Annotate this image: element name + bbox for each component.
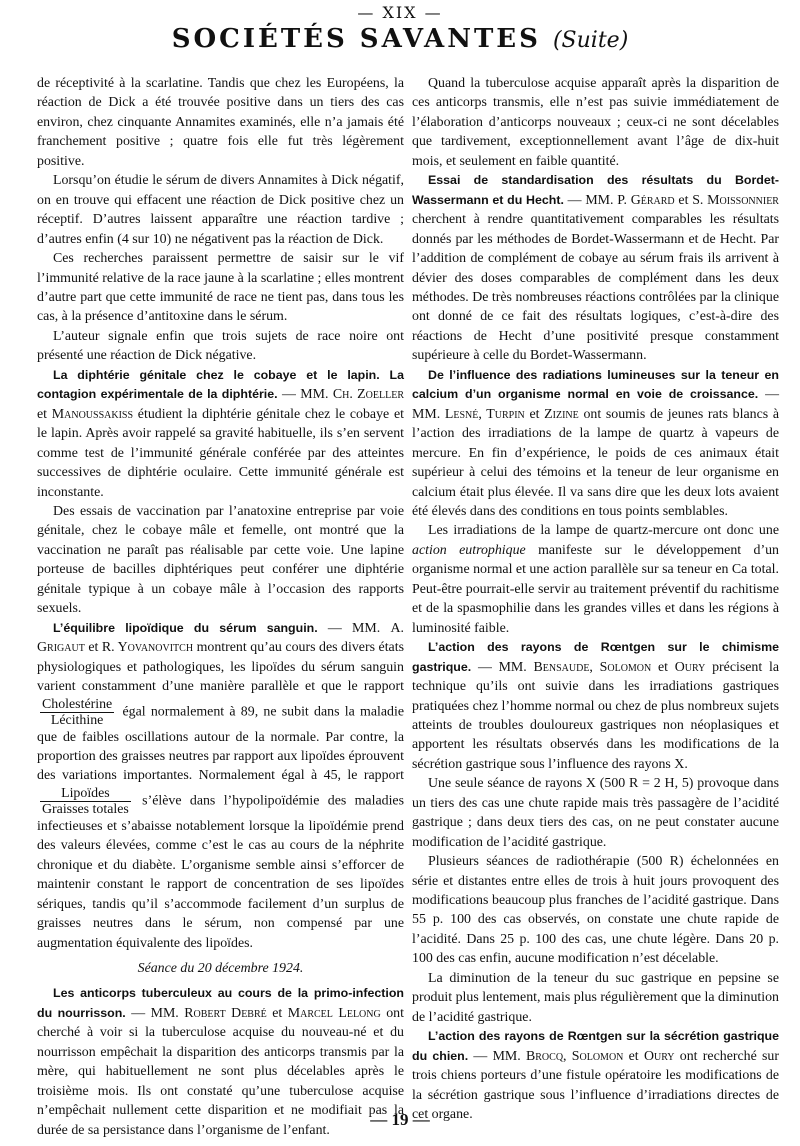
author-names: P. Gérard [617, 192, 675, 208]
author-names: Oury [643, 1048, 675, 1064]
author-names: R. Yovanovitch [101, 640, 194, 656]
paragraph: Des essais de vaccination par l’anatoxine entreprise par voie génitale, chez le cobaye mâle et femelle, ont montré que la vaccination ne paraît pas réalisable par cette voie. Une lapine porteuse de bacilles diphtériques peut conférer une diphtérie génitale typique à un cobaye mâle à l’occasion des rapports sexuels. [37, 503, 404, 617]
author-names: Bensaude, Solomon [533, 659, 652, 675]
article-paragraph: L’action des rayons de Rœntgen sur la sécrétion gastrique du chien. — MM. Brocq, Solomon et Oury ont recherché sur trois chiens porteurs d’une fistule opératoire les modifications de la sécrétion gastrique sous l’influence d’irradiations directes de cet organe. [412, 1029, 779, 1123]
fraction-denominator: Graisses totales [42, 801, 129, 817]
article-paragraph: Les anticorps tuberculeux au cours de la primo-infection du nourrisson. — MM. Robert Debré et Marcel Lelong ont cherché à voir si la tuberculose acquise du nouveau-né et du nourrisson empêchait la disparition des anticorps transmis par la mère, qui habituellement ne sont plus décelables après le troisième mois. Ils ont constaté qu’une tuberculose acquise n’empêchait nullement cette disparition et ne modifiait pas la durée de sa persistance dans l’organisme de l’enfant. [37, 986, 404, 1138]
paragraph: Une seule séance de rayons X (500 R = 2 H, 5) provoque dans un tiers des cas une chute rapide mais très passagère de l’acidité gastrique ; dans deux tiers des cas, on ne peut constater aucune modification de l’acidité gastrique. [412, 776, 779, 850]
session-date: Séance du 20 décembre 1924. [137, 961, 304, 977]
paragraph: Les irradiations de la lampe de quartz-mercure ont donc une action eutrophique manifeste sur le développement d’un organisme normal et une action parallèle sur sa teneur en Ca total. Peut-être pourrait-elle servir au traitement préventif du rachitisme et de la spasmophilie dans les grandes villes et dans les régions à luminosité faible. [412, 523, 779, 636]
fraction-numerator: Cholestérine [42, 696, 113, 712]
paragraph: de réceptivité à la scarlatine. Tandis que chez les Européens, la réaction de Dick a été trouvée positive dans un tiers des cas environ, chez cinquante Annamites examinés, elle n’a jamais été franchement positive ; quatre fois elle fut très légèrement positive. [37, 76, 404, 169]
article-heading: La diphtérie génitale chez le cobaye et le lapin. La contagion expérimentale de la diphtérie. [37, 367, 404, 402]
emphasis: action eutrophique [412, 542, 526, 558]
paragraph: L’auteur signale enfin que trois sujets de race noire ont présenté une réaction de Dick négative. [37, 328, 404, 364]
right-column [412, 74, 779, 1124]
author-names: Robert Debré [184, 1005, 267, 1021]
author-names: Manoussakiss [51, 406, 134, 422]
article-heading: L’action des rayons de Rœntgen sur le chimisme gastrique. [412, 640, 779, 674]
article-paragraph: La diphtérie génitale chez le cobaye et le lapin. La contagion expérimentale de la diphtérie. — MM. Ch. Zoeller et Manoussakiss étudient la diphtérie génitale chez le cobaye et le lapin. Après avoir rappelé sa gravité habituelle, ils s’en servent comme test de l’immunité générale conférée par des atteintes successives de diphtérie oculaire. Cette immunité générale est inconstante. [37, 367, 404, 500]
ratio-fraction [40, 786, 131, 817]
article-heading: Essai de standardisation des résultats du Bordet-Wassermann et du Hecht. [412, 173, 779, 207]
article-paragraph: L’équilibre lipoïdique du sérum sanguin. — MM. A. Grigaut et R. Yovanovitch montrent qu’au cours des divers états physiologiques et pathologiques, les lipoïdes du sérum sanguin varient constamment d’une manière parallèle et que le rapport $\frac{\text{Cholestérine}}{\text{Lécithine}}$ égal normalement à 89, ne subit dans la maladie que de faibles oscillations autour de la normale. Par contre, la proportion des graisses neutres par rapport aux lipoïdes éprouvent des variations importantes. Normalement égal à 45, le rapport $\frac{\text{Lipoïdes}}{\text{Graisses totales}}$ s’élève dans l’hypolipoïdémie des maladies infectieuses et s’abaisse notablement lorsque la lipoïdémie prend des valeurs élevées, comme c’est le cas au cours de la néphrite chronique et du diabète. L’organisme semble ainsi s’efforcer de maintenir constant le rapport de concentration de ses lipoïdes sériques, tandis qu’il s’accommode facilement d’un surplus de graisses neutres dans le sérum, non compensé par une augmentation équivalente des lipoïdes. [37, 620, 405, 951]
article-heading: Les anticorps tuberculeux au cours de la primo-infection du nourrisson. [37, 986, 404, 1020]
article-paragraph: De l’influence des radiations lumineuses sur la teneur en calcium d’un organisme normal en voie de croissance. — MM. Lesné, Turpin et Zizine ont soumis de jeunes rats blancs à l’action des irradiations de la lampe de quartz à vapeurs de mercure. En fin d’expérience, le poids de ces animaux était supérieur à celui des témoins et la teneur de leur organisme en calcium était plus élevée. Il va sans dire que les deux lots avaient été élevés dans des conditions en tous points semblables. [412, 367, 780, 519]
left-column [37, 74, 404, 1140]
author-names: A. Grigaut [37, 620, 405, 656]
article-paragraph: L’action des rayons de Rœntgen sur le chimisme gastrique. — MM. Bensaude, Solomon et Oury précisent la technique qu’ils ont suivie dans les irradiations gastriques pratiquées chez l’homme normal ou chez de plus nombreux sujets atteints de troubles douloureux gastriques non néoplasiques et apportent les résultats observés dans les modifications de la sécrétion gastrique sous l’influence des rayons X. [412, 640, 779, 772]
section-title-suite: (Suite) [552, 28, 629, 53]
fraction-numerator: Lipoïdes [40, 786, 131, 802]
ratio-fraction [40, 697, 114, 728]
article-heading: De l’influence des radiations lumineuses sur la teneur en calcium d’un organisme normal en voie de croissance. [412, 367, 779, 402]
author-names: Ch. Zoeller [332, 387, 404, 403]
author-names: Oury [674, 659, 706, 675]
author-names: S. Moissonnier [692, 192, 779, 208]
paragraph: Plusieurs séances de radiothérapie (500 R) échelonnées en série et distantes entre elles de trois à huit jours provoquent des modifications beaucoup plus franches de l’acidité gastrique. Dans 55 p. 100 des cas observés, on constate une chute rapide de l’acidité. Dans 25 p. 100 des cas, une chute légère. Dans 20 p. 100 des cas enfin, aucune modification n’est décelable. [412, 854, 779, 967]
roman-folio: — XIX — [357, 3, 443, 22]
author-names: Lesné, Turpin [444, 406, 525, 422]
page-number: — 19 — [370, 1110, 430, 1129]
paragraph: La diminution de la teneur du suc gastrique en pepsine se produit plus lentement, mais plus régulièrement que la diminution de l’acidité gastrique. [412, 970, 779, 1025]
paragraph: Ces recherches paraissent permettre de saisir sur le vif l’immunité relative de la race jaune à la scarlatine ; elles montrent d’autre part que cette immunité de race ne tient pas, dans tous les cas, à la présence d’antitoxine dans le sérum. [37, 251, 404, 325]
author-names: Marcel Lelong [287, 1005, 381, 1021]
fraction-denominator: Lécithine [50, 712, 104, 728]
author-names: Brocq, Solomon [526, 1048, 624, 1064]
paragraph: Quand la tuberculose acquise apparaît après la disparition de ces anticorps transmis, elle n’est pas suivie immédiatement de l’élaboration d’anticorps nouveaux ; ceux-ci ne sont décelables que tardivement, exceptionnellement avant l’âge de dix-huit mois, et seulement en faible quantité. [412, 76, 779, 169]
article-paragraph: Essai de standardisation des résultats du Bordet-Wassermann et du Hecht. — MM. P. Gérard et S. Moissonnier cherchent à rendre quantitativement comparables les résultats donnés par les méthodes de Bordet-Wassermann et de Hecht. Par l’addition de complément de cobaye au sérum frais ils arrivent à dévier des doses comparables de complément dans les deux méthodes. De très nombreuses réactions contrôlées par la clinique ont donné de ce fait des résultats logiques, c’est-à-dire des réactions de Hecht d’une positivité presque constamment supérieure à celle du Bordet-Wassermann. [412, 173, 779, 364]
article-heading: L’équilibre lipoïdique du sérum sanguin. [53, 620, 318, 635]
paragraph: Lorsqu’on étudie le sérum de divers Annamites à Dick négatif, on en trouve qui effacent une réaction de Dick positive chez un réceptif. D’autres laissent apparaître une réaction tardive ; d’autres enfin (4 sur 10) ne négativent pas la réaction de Dick. [37, 173, 404, 247]
section-title-text: SOCIÉTÉS SAVANTES [171, 24, 541, 54]
article-heading: L’action des rayons de Rœntgen sur la sécrétion gastrique du chien. [412, 1029, 779, 1063]
section-title [0, 24, 800, 55]
author-names: Zizine [544, 406, 579, 422]
